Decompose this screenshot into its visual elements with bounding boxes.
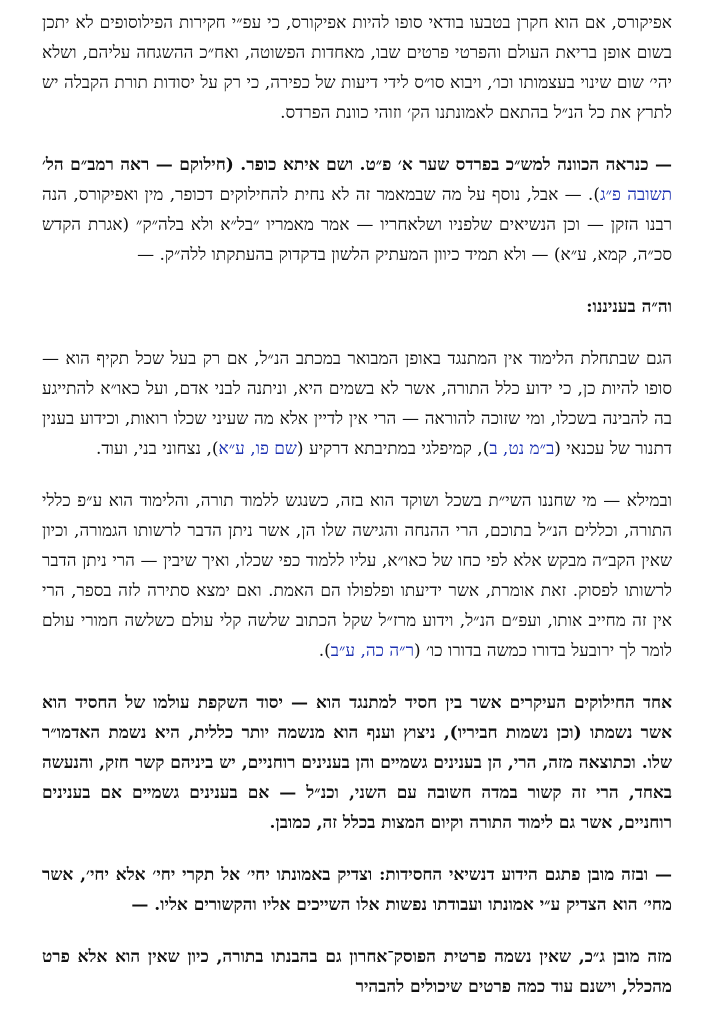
- reference-link[interactable]: ר״ה כה, ע״ב: [330, 641, 414, 661]
- paragraph-spacer: [42, 464, 672, 486]
- section-heading: וה״ה בעניננו:: [586, 297, 672, 317]
- reference-link[interactable]: תשובה פ״ג: [599, 185, 673, 205]
- paragraph-6: — ובזה מובן פתגם הידוע דנשיאי החסידות: וצדיק באמונתו יחי׳ אל תקרי יחי׳ אלא יחי׳, אשר מחי׳ הוא הצדיק ע״י אמונתו ועבודתו נפשות אלו השייכים אליו והקשורים אליו. —: [42, 865, 672, 915]
- paragraph-3-text-b: ), קמיפלגי במתיבתא דרקיע (: [296, 439, 490, 459]
- paragraph-7: מזה מובן ג״כ, שאין נשמה פרטית הפוסק־אחרון גם בהבנתו בתורה, כיון שאין הוא אלא פרט מהכלל, וישנם עוד כמה פרטים שיכולים להבהיר: [42, 947, 672, 997]
- paragraph-spacer: [42, 270, 672, 292]
- paragraph-4-text-a: ובמילא — מי שחננו השי״ת בשכל ושוקד הוא בזה, כשנגש ללמוד תורה, והלימוד הוא ע״פ כללי התורה, וכללים הנ״ל בתוכם, הרי ההנחה והגישה שלו הן, אשר ניתן הדבר לרשותו הגמורה, וכיון שאין הקב״ה מבקש אלא לפי כחו של כאו״א, עליו ללמוד כפי שכלו, ואיך שיבין — הרי ניתן הדבר לרשותו לפסוק. זאת אומרת, אשר ידיעתו ופלפולו הם האמת. ואם ימצא סתירה לזה בספר, הרי אין זה מחייב אותו, ועפ״ם הנ״ל, וידוע מרז״ל שקל הכתוב שלשה קלי עולם כשלשה חמורי עולם לומר לך ירובעל בדורו כמשה בדורו כו׳ (: [42, 491, 672, 661]
- paragraph-1: אפיקורס, אם הוא חקרן בטבעו בודאי סופו להיות אפיקורס, כי עפ״י חקירות הפילוסופים לא יתכן בשום אופן בריאת העולם והפרטי פרטים שבו, מאחדות הפשוטה, ואח״כ ההשגחה עליהם, ושלא יהי׳ שום שינוי בעצמותו וכו׳, ויבוא סו״ס לידי דיעות של כפירה, כי רק על יסודות תורת הקבלה יש לתרץ את כל הנ״ל בהתאם לאמונתנו הק׳ וזוהי כוונת הפרדס.: [42, 13, 672, 123]
- paragraph-2-footnote: [42, 150, 672, 270]
- reference-link[interactable]: ב״מ נט, ב: [489, 439, 555, 459]
- paragraph-2-text-a: — כנראה הכוונה למש״כ בפרדס שער א׳ פ״ט. ושם איתא כופר. (חילוקם — ראה רמב״ם הל׳: [42, 155, 672, 175]
- paragraph-4-text-b: ).: [318, 641, 331, 661]
- paragraph-4: [42, 486, 672, 666]
- paragraph-spacer: [42, 666, 672, 688]
- paragraph-2-text-b: ). — אבל, נוסף על מה שבמאמר זה לא נחית להחילוקים דכופר, מין ואפיקורס, הנה רבנו הזקן — וכן הנשיאים שלפניו ושלאחריו — אמר מאמריו ״בל״א ולא בלה״ק״ (אגרת הקדש סכ״ה, קמא, ע״א) — ולא תמיד כיוון המעתיק הלשון בדקדוק בהעתקתו ללה״ק. —: [42, 185, 672, 265]
- paragraph-3-text-c: ), נצחוני בני, ועוד.: [95, 439, 219, 459]
- paragraph-spacer: [42, 128, 672, 150]
- reference-link[interactable]: שם פו, ע״א: [218, 439, 297, 459]
- paragraph-spacer: [42, 322, 672, 344]
- paragraph-5: אחד החילוקים העיקרים אשר בין חסיד למתנגד הוא — יסוד השקפת עולמו של החסיד הוא אשר נשמתו (וכן נשמות חביריו), ניצוץ וענף הוא מנשמה יותר כללית, היא נשמת האדמו״ר שלו. וכתוצאה מזה, הרי, הן בענינים גשמיים והן בענינים רוחניים, יש ביניהם קשר חזק, והנעשה באחד, הרי זה קשור במדה חשובה עם השני, וכנ״ל — אם בענינים גשמיים אם בענינים רוחניים, אשר גם לימוד התורה וקיום המצות בכלל זה, כמובן.: [42, 693, 672, 833]
- paragraph-spacer: [42, 920, 672, 942]
- paragraph-3-text-a: הגם שבתחלת הלימוד אין המתנגד באופן המבואר במכתב הנ״ל, אם רק בעל שכל תקיף הוא — סופו להיות כן, כי ידוע כלל התורה, אשר לא בשמים היא, וניתנה לבני אדם, ועל כאו״א להתייגע בה להבינה בשכלו, ומי שזוכה להוראה — הרי אין לדיין אלא מה שעיני שכלו רואות, וכידוע בענין דתנור של עכנאי (: [42, 349, 672, 459]
- paragraph-3: [42, 344, 672, 464]
- paragraph-spacer: [42, 838, 672, 860]
